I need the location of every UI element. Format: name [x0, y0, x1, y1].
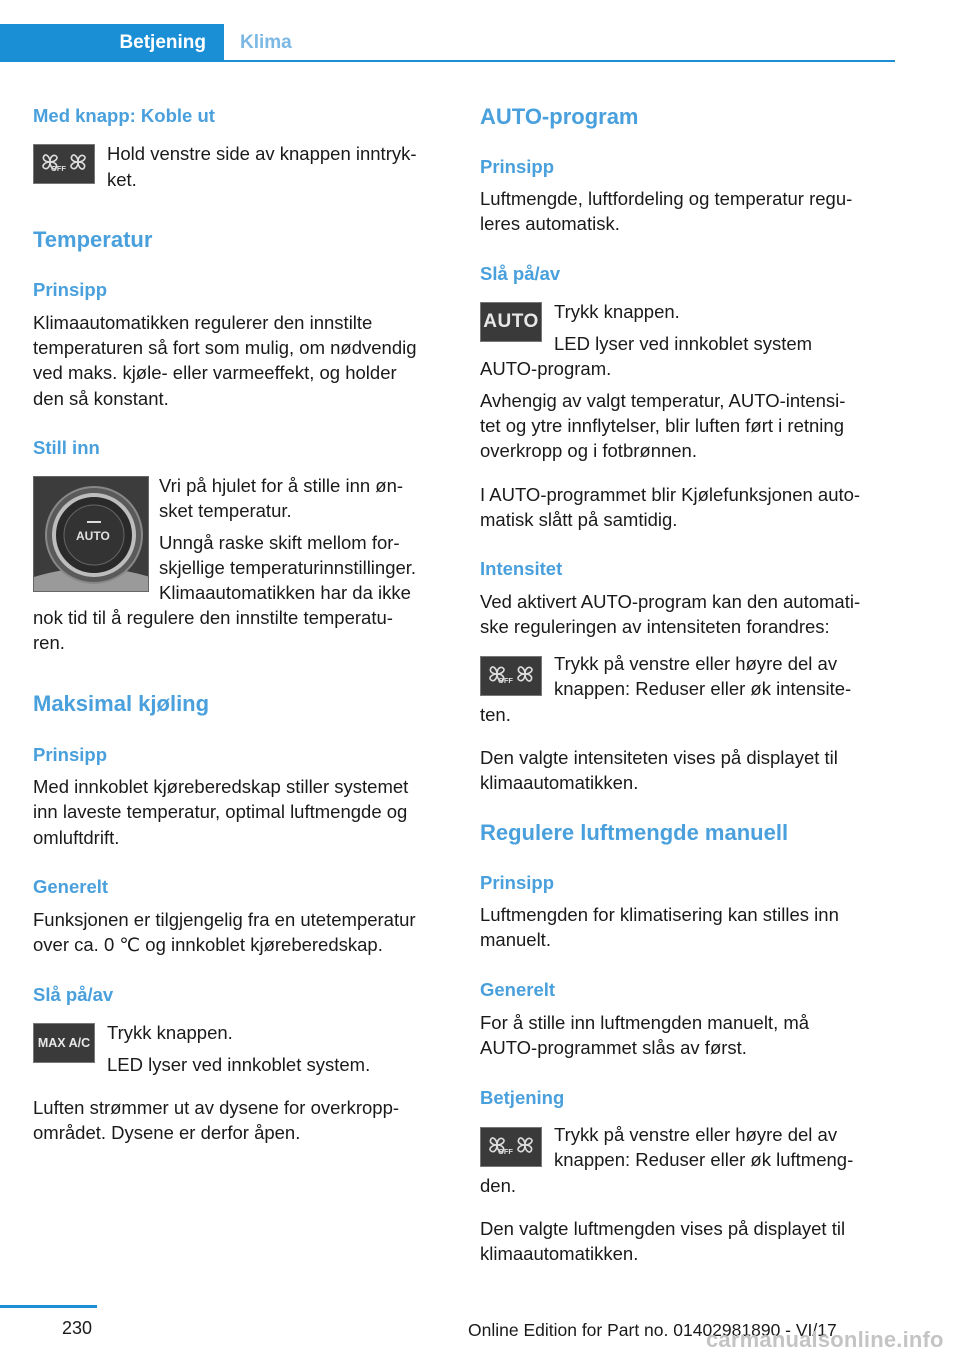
section-heading-temperatur: Temperatur: [33, 227, 153, 252]
subheading-generelt: Generelt: [33, 876, 109, 897]
paragraph-line: omluftdrift.: [33, 827, 120, 848]
page-number: 230: [62, 1318, 93, 1338]
paragraph-line: Klimaautomatikken har da ikke: [159, 582, 411, 603]
paragraph-line: Luftmengden for klimatisering kan stilles inn: [480, 904, 839, 925]
fan-button-image: [480, 656, 542, 696]
section-heading-auto-program: AUTO-program: [480, 104, 639, 129]
paragraph-line: knappen: Reduser eller øk luftmeng-: [554, 1149, 854, 1170]
paragraph-line: For å stille inn luftmengden manuelt, må: [480, 1012, 810, 1033]
subheading-prinsipp: Prinsipp: [33, 279, 108, 300]
paragraph-line: Den valgte intensiteten vises på displayet til: [480, 747, 838, 768]
fan-off-icon: [486, 663, 513, 690]
temperature-dial-image: [33, 476, 149, 592]
paragraph-line: Unngå raske skift mellom for-: [159, 532, 400, 553]
paragraph-line: Vri på hjulet for å stille inn øn-: [159, 475, 404, 496]
subheading-generelt: Generelt: [480, 979, 556, 1000]
off-label: OFF: [498, 675, 513, 685]
section-heading-maksimal-kjoling: Maksimal kjøling: [33, 691, 210, 716]
paragraph-line: Funksjonen er tilgjengelig fra en utetemperatur: [33, 909, 416, 930]
paragraph-line: ved maks. kjøle- eller varmeeffekt, og holder: [33, 362, 397, 383]
paragraph-line: Luftmengde, luftfordeling og temperatur regu-: [480, 188, 853, 209]
auto-button-image: [480, 302, 542, 342]
max-ac-button-image: [33, 1023, 95, 1063]
paragraph-line: skjellige temperaturinnstillinger.: [159, 557, 417, 578]
paragraph-line: Luften strømmer ut av dysene for overkropp-: [33, 1097, 400, 1118]
paragraph-line: Klimaautomatikken regulerer den innstilte: [33, 312, 373, 333]
max-ac-label: MAX A/C: [37, 1036, 91, 1050]
edition-note: Online Edition for Part no. 01402981890 - VI/17: [468, 1320, 837, 1340]
koble-ut-text-2: ket.: [107, 169, 137, 190]
paragraph-line: ren.: [33, 632, 65, 653]
subheading-slaa-paa-av: Slå på/av: [33, 984, 114, 1005]
off-label: OFF: [51, 163, 66, 173]
off-label: OFF: [498, 1146, 513, 1156]
paragraph-line: manuelt.: [480, 929, 551, 950]
paragraph-line: I AUTO-programmet blir Kjølefunksjonen auto-: [480, 484, 861, 505]
koble-ut-text-1: Hold venstre side av knappen inntryk-: [107, 143, 417, 164]
section-heading-koble-ut: Med knapp: Koble ut: [33, 105, 215, 126]
page-number-bar: [0, 1305, 97, 1308]
paragraph-line: området. Dysene er derfor åpen.: [33, 1122, 301, 1143]
paragraph-line: klimaautomatikken.: [480, 772, 639, 793]
paragraph-line: Trykk på venstre eller høyre del av: [554, 653, 838, 674]
paragraph-line: den.: [480, 1175, 517, 1196]
paragraph-line: LED lyser ved innkoblet system: [554, 333, 813, 354]
subheading-betjening: Betjening: [480, 1087, 565, 1108]
fan-off-icon: [39, 151, 66, 178]
watermark: carmanualsonline.info: [706, 1327, 944, 1352]
fan-off-icon: [486, 1134, 513, 1161]
tab-klima[interactable]: Klima: [240, 32, 292, 53]
paragraph-line: AUTO-programmet slås av først.: [480, 1037, 747, 1058]
subheading-prinsipp: Prinsipp: [480, 872, 555, 893]
paragraph-line: over ca. 0 ℃ og innkoblet kjøreberedskap.: [33, 934, 383, 955]
paragraph-line: Trykk på venstre eller høyre del av: [554, 1124, 838, 1145]
subheading-prinsipp: Prinsipp: [33, 744, 108, 765]
fan-icon: [514, 1134, 536, 1161]
paragraph-line: ten.: [480, 704, 511, 725]
tab-betjening[interactable]: Betjening: [0, 24, 224, 62]
paragraph-line: Ved aktivert AUTO-program kan den automati-: [480, 591, 861, 612]
paragraph-line: AUTO-program.: [480, 358, 612, 379]
paragraph-line: sket temperatur.: [159, 500, 292, 521]
paragraph-line: klimaautomatikken.: [480, 1243, 639, 1264]
paragraph-line: inn laveste temperatur, optimal luftmengde og: [33, 801, 408, 822]
paragraph-line: Med innkoblet kjøreberedskap stiller systemet: [33, 776, 409, 797]
paragraph-line: overkropp og i fotbrønnen.: [480, 440, 697, 461]
paragraph-line: LED lyser ved innkoblet system.: [107, 1054, 371, 1075]
paragraph-line: Trykk knappen.: [107, 1022, 233, 1043]
paragraph-line: knappen: Reduser eller øk intensite-: [554, 678, 852, 699]
subheading-slaa-paa-av: Slå på/av: [480, 263, 561, 284]
chapter-tabbar: [0, 24, 895, 62]
paragraph-line: tet og ytre innflytelser, blir luften ført i retning: [480, 415, 844, 436]
subheading-still-inn: Still inn: [33, 437, 100, 458]
paragraph-line: den så konstant.: [33, 388, 169, 409]
paragraph-line: Den valgte luftmengden vises på displayet til: [480, 1218, 846, 1239]
paragraph-line: nok tid til å regulere den innstilte temperatu-: [33, 607, 393, 628]
dial-auto-label: AUTO: [76, 529, 110, 543]
paragraph-line: matisk slått på samtidig.: [480, 509, 678, 530]
fan-icon: [67, 151, 89, 178]
subheading-prinsipp: Prinsipp: [480, 156, 555, 177]
auto-button-label: AUTO: [483, 311, 539, 332]
subheading-intensitet: Intensitet: [480, 558, 563, 579]
fan-icon: [514, 663, 536, 690]
paragraph-line: temperaturen så fort som mulig, om nødvendig: [33, 337, 417, 358]
section-heading-regulere-luftmengde: Regulere luftmengde manuell: [480, 820, 789, 845]
paragraph-line: Avhengig av valgt temperatur, AUTO-intensi-: [480, 390, 846, 411]
fan-button-image: [480, 1127, 542, 1167]
fan-off-button-image: [33, 144, 95, 184]
paragraph-line: ske reguleringen av intensiteten forandres:: [480, 616, 830, 637]
tabbar-underline: [0, 60, 895, 62]
paragraph-line: Trykk knappen.: [554, 301, 680, 322]
paragraph-line: leres automatisk.: [480, 213, 620, 234]
